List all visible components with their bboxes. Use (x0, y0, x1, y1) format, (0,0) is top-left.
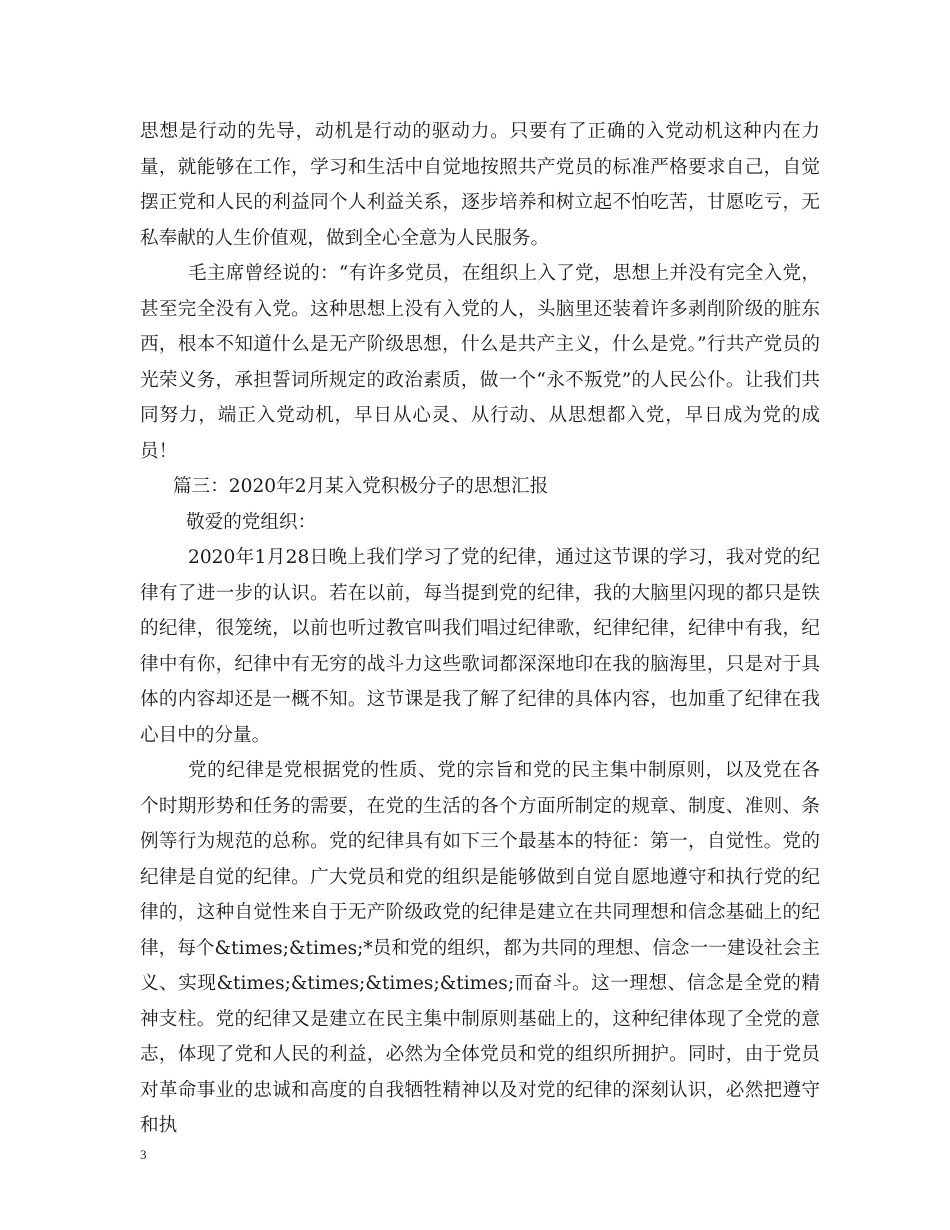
paragraph-party-discipline-lesson: 2020年1月28日晚上我们学习了党的纪律，通过这节课的学习，我对党的纪律有了进一步的认识。若在以前，每当提到党的纪律，我的大脑里闪现的都只是铁的纪律，很笼统，以前也听过教官叫我们唱过纪律歌，纪律纪律，纪律中有我，纪律中有你，纪律中有无穷的战斗力这些歌词都深深地印在我的脑海里，只是对于具体的内容却还是一概不知。这节课是我了解了纪律的具体内容，也加重了纪律在我心目中的分量。 (140, 547, 820, 746)
salutation: 敬爱的党组织： (186, 512, 317, 533)
paragraph-party-discipline-definition: 党的纪律是党根据党的性质、党的宗旨和党的民主集中制原则，以及党在各个时期形势和任务的需要，在党的生活的各个方面所制定的规章、制度、准则、条例等行为规范的总称。党的纪律具有如下三个最基本的特征：第一，自觉性。党的纪律是自觉的纪律。广大党员和党的组织是能够做到自觉自愿地遵守和执行党的纪律的，这种自觉性来自于无产阶级政党的纪律是建立在共同理想和信念基础上的纪律，每个&times;&times;*员和党的组织，都为共同的理想、信念一一建设社会主义、实现&times;&times;&times;&times;而奋斗。这一理想、信念是全党的精神支柱。党的纪律又是建立在民主集中制原则基础上的，这种纪律体现了全党的意志，体现了党和人民的利益，必然为全体党员和党的组织所拥护。同时，由于党员对革命事业的忠诚和高度的自我牺牲精神以及对党的纪律的深刻认识，必然把遵守和执 (140, 760, 820, 1136)
page-number: 3 (140, 1147, 147, 1162)
section-title: 篇三：2020年2月某入党积极分子的思想汇报 (173, 476, 549, 497)
paragraph-motivation: 思想是行动的先导，动机是行动的驱动力。只要有了正确的入党动机这种内在力量，就能够在工作，学习和生活中自觉地按照共产党员的标准严格要求自己，自觉摆正党和人民的利益同个人利益关系，逐步培养和树立起不怕吃苦，甘愿吃亏，无私奉献的人生价值观，做到全心全意为人民服务。 (140, 121, 820, 249)
paragraph-chairman-mao-quote: 毛主席曾经说的：“有许多党员，在组织上入了党，思想上并没有完全入党，甚至完全没有入党。这种思想上没有入党的人，头脑里还装着许多剥削阶级的脏东西，根本不知道什么是无产阶级思想，什么是共产主义，什么是党。”行共产党员的光荣义务，承担誓词所规定的政治素质，做一个“永不叛党”的人民公仆。让我们共同努力，端正入党动机，早日从心灵、从行动、从思想都入党，早日成为党的成员！ (140, 263, 820, 462)
